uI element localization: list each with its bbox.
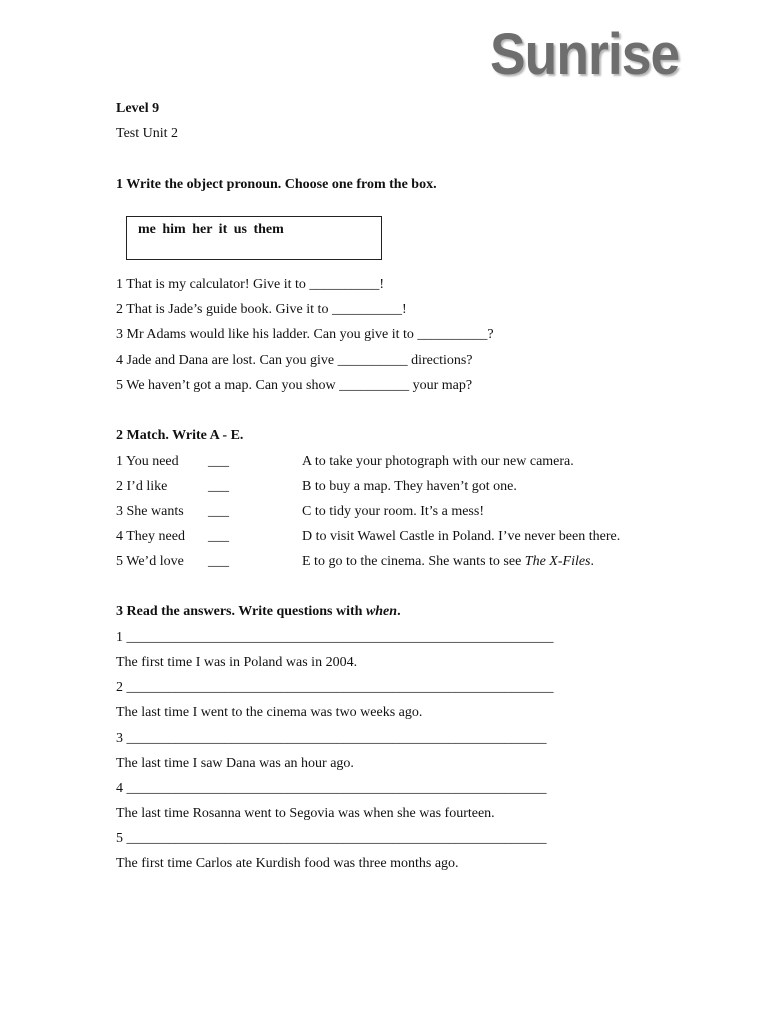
match-ending: D to visit Wawel Castle in Poland. I’ve never been there.	[302, 529, 621, 544]
match-ending: B to buy a map. They haven’t got one.	[302, 479, 517, 494]
match-stem: 3 She wants	[116, 504, 184, 519]
match-ending-with-title	[302, 553, 594, 571]
match-ending-text: E to go to the cinema. She wants to see	[302, 554, 525, 569]
exercise-1-item: 1 That is my calculator! Give it to __________!	[116, 277, 385, 292]
question-line: 3 ____________________________________________________________	[116, 731, 547, 746]
film-title: The X-Files	[524, 554, 591, 569]
exercise-3-heading	[116, 603, 401, 621]
exercise-3-heading-end: .	[397, 604, 401, 619]
exercise-1-item: 4 Jade and Dana are lost. Can you give __________ directions?	[116, 353, 473, 368]
level-label: Level 9	[116, 101, 160, 116]
sunrise-logo: Sunrise	[490, 22, 680, 87]
question-line: 2 _____________________________________________________________	[116, 680, 554, 695]
question-line: 5 ____________________________________________________________	[116, 831, 547, 846]
match-blank: ___	[208, 454, 229, 469]
question-line: 4 ____________________________________________________________	[116, 781, 547, 796]
exercise-3-heading-text: 3 Read the answers. Write questions with	[116, 604, 366, 619]
match-ending: C to tidy your room. It’s a mess!	[302, 504, 484, 519]
match-stem: 1 You need	[116, 454, 179, 469]
pronoun-box	[126, 216, 382, 260]
match-blank: ___	[208, 479, 229, 494]
match-ending: A to take your photograph with our new camera.	[302, 454, 574, 469]
exercise-3-heading-emphasis: when	[365, 604, 398, 619]
match-stem: 2 I’d like	[116, 479, 168, 494]
question-line: 1 _____________________________________________________________	[116, 630, 554, 645]
answer-line: The first time I was in Poland was in 2004.	[116, 655, 358, 670]
exercise-1-item: 5 We haven’t got a map. Can you show __________ your map?	[116, 378, 473, 393]
exercise-1-heading: 1 Write the object pronoun. Choose one from the box.	[116, 177, 437, 192]
answer-line: The last time I went to the cinema was two weeks ago.	[116, 705, 423, 720]
match-blank: ___	[208, 554, 229, 569]
match-ending-period: .	[590, 554, 595, 569]
test-unit-label: Test Unit 2	[116, 126, 179, 141]
match-stem: 5 We’d love	[116, 554, 184, 569]
answer-line: The first time Carlos ate Kurdish food was three months ago.	[116, 856, 459, 871]
match-blank: ___	[208, 504, 229, 519]
exercise-1-item: 2 That is Jade’s guide book. Give it to __________!	[116, 302, 407, 317]
answer-line: The last time Rosanna went to Segovia was when she was fourteen.	[116, 806, 495, 821]
match-blank: ___	[208, 529, 229, 544]
exercise-2-heading: 2 Match. Write A - E.	[116, 428, 244, 443]
match-stem: 4 They need	[116, 529, 185, 544]
pronoun-box-words: me him her it us them	[138, 222, 284, 237]
exercise-1-item: 3 Mr Adams would like his ladder. Can you give it to __________?	[116, 327, 494, 342]
answer-line: The last time I saw Dana was an hour ago.	[116, 756, 354, 771]
